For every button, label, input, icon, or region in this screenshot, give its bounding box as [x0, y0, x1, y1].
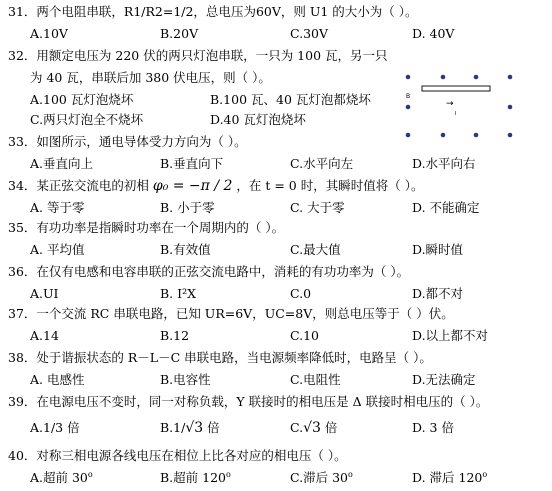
q31-option-b: B.20V: [160, 26, 199, 41]
conductor-bar: [422, 86, 490, 91]
q35-option-b: B.有效值: [160, 242, 211, 257]
q32-option-c: C.两只灯泡全不烧坏: [30, 112, 144, 127]
field-label: B: [406, 93, 411, 100]
q40-option-b: [160, 470, 231, 486]
question-38-stem: 38．处于谐振状态的 R－L－C 串联电路，当电源频率降低时，电路呈（ ）。: [8, 350, 432, 365]
degree-mark: o: [347, 469, 353, 479]
q33-option-c: C.水平向左: [290, 156, 354, 171]
q35-option-c: C.最大值: [290, 242, 341, 257]
q40-option-c: [290, 470, 353, 486]
q32-option-d: D.40 瓦灯泡烧坏: [210, 112, 306, 127]
q37-option-b: B.12: [160, 328, 190, 343]
q33-option-b: B.垂直向下: [160, 156, 224, 171]
degree-mark: o: [482, 469, 488, 479]
q34-option-a: A. 等于零: [30, 200, 85, 215]
q36-option-c: C.0: [290, 286, 312, 301]
q39-option-a: A.1/3 倍: [30, 420, 80, 435]
q34-option-d: D. 不能确定: [412, 200, 480, 215]
question-37-stem: 37．一个交流 RC 串联电路，已知 UR=6V，UC=8V，则总电压等于（ ）伏。: [8, 306, 454, 321]
q38-option-b: B.电容性: [160, 372, 211, 387]
q38-option-d: D.无法确定: [412, 372, 476, 387]
q34-initial-phase-formula: φ₀ = −π / 2: [152, 178, 233, 194]
q38-option-a: A. 电感性: [30, 372, 85, 387]
q31-option-a: A.10V: [30, 26, 68, 41]
question-36-stem: 36．在仅有电感和电容串联的正弦交流电路中，消耗的有功功率为（ ）。: [8, 264, 410, 279]
current-label: I: [455, 111, 457, 117]
question-33-stem: 33．如图所示，通电导体受力方向为（ ）。: [8, 134, 247, 149]
q37-option-a: A.14: [30, 328, 59, 343]
question-34-stem: [8, 178, 423, 194]
degree-mark: o: [226, 469, 231, 479]
question-31-stem: 31．两个电阻串联，R1/R2=1/2，总电压为60V，则 U1 的大小为（ ）。: [8, 4, 418, 19]
q40-option-c-text: C.滞后 30: [290, 470, 348, 485]
q39-option-b-prefix: B.1/: [160, 420, 186, 435]
sqrt3-b: √3: [185, 420, 204, 436]
q33-option-d: D.水平向右: [412, 156, 476, 171]
q39-option-d: D. 3 倍: [412, 420, 454, 435]
q40-option-d-text: D. 滞后 120: [412, 470, 483, 485]
q34-stem-pre: 34．某正弦交流电的初相: [8, 178, 149, 193]
q37-option-c: C.10: [290, 328, 319, 343]
q38-option-c: C.电阻性: [290, 372, 341, 387]
magnetic-field-figure: [398, 69, 518, 141]
question-39-stem: 39．在电源电压不变时，同一对称负载，Y 联接时的相电压是 Δ 联接时相电压的（ ）。: [8, 394, 489, 409]
q34-stem-post: ，在 t = 0 时，其瞬时值将（ ）。: [236, 178, 424, 193]
sqrt3-c: √3: [303, 420, 321, 436]
current-arrow-icon: →: [446, 99, 454, 109]
q40-option-d: [412, 470, 487, 486]
q37-option-d: D.以上都不对: [412, 328, 489, 343]
q39-option-b-suffix: 倍: [207, 420, 220, 435]
question-32-stem-line1: 32．用额定电压为 220 伏的两只灯泡串联，一只为 100 瓦，另一只: [8, 48, 388, 63]
q40-option-b-text: B.超前 120: [160, 470, 226, 485]
question-35-stem: 35．有功功率是指瞬时功率在一个周期内的（ ）。: [8, 220, 285, 235]
q34-option-b: B. 小于零: [160, 200, 215, 215]
q36-option-d: D.都不对: [412, 286, 464, 301]
q39-option-c-suffix: 倍: [324, 420, 338, 435]
q35-option-d: D.瞬时值: [412, 242, 464, 257]
q34-option-c: C. 大于零: [290, 200, 345, 215]
q39-option-c: [290, 420, 337, 436]
degree-mark: o: [87, 469, 93, 479]
q40-option-a: [30, 470, 93, 486]
q40-option-a-text: A.超前 30: [30, 470, 88, 485]
q33-option-a: A.垂直向上: [30, 156, 94, 171]
question-32-stem-line2: 为 40 瓦，串联后加 380 伏电压，则（ ）。: [30, 70, 271, 85]
q32-option-a: A.100 瓦灯泡烧坏: [30, 92, 134, 107]
q31-option-c: C.30V: [290, 26, 329, 41]
field-dots: [406, 75, 513, 138]
q32-option-b: B.100 瓦、40 瓦灯泡都烧坏: [210, 92, 371, 107]
q39-option-b: [160, 420, 220, 436]
q36-option-a: A.UI: [30, 286, 59, 301]
q39-option-c-prefix: C.: [290, 420, 304, 435]
q36-option-b: B. I²X: [160, 286, 196, 301]
question-40-stem: 40．对称三相电源各线电压在相位上比各对应的相电压（ ）。: [8, 448, 347, 463]
q35-option-a: A. 平均值: [30, 242, 85, 257]
q31-option-d: D. 40V: [412, 26, 455, 41]
